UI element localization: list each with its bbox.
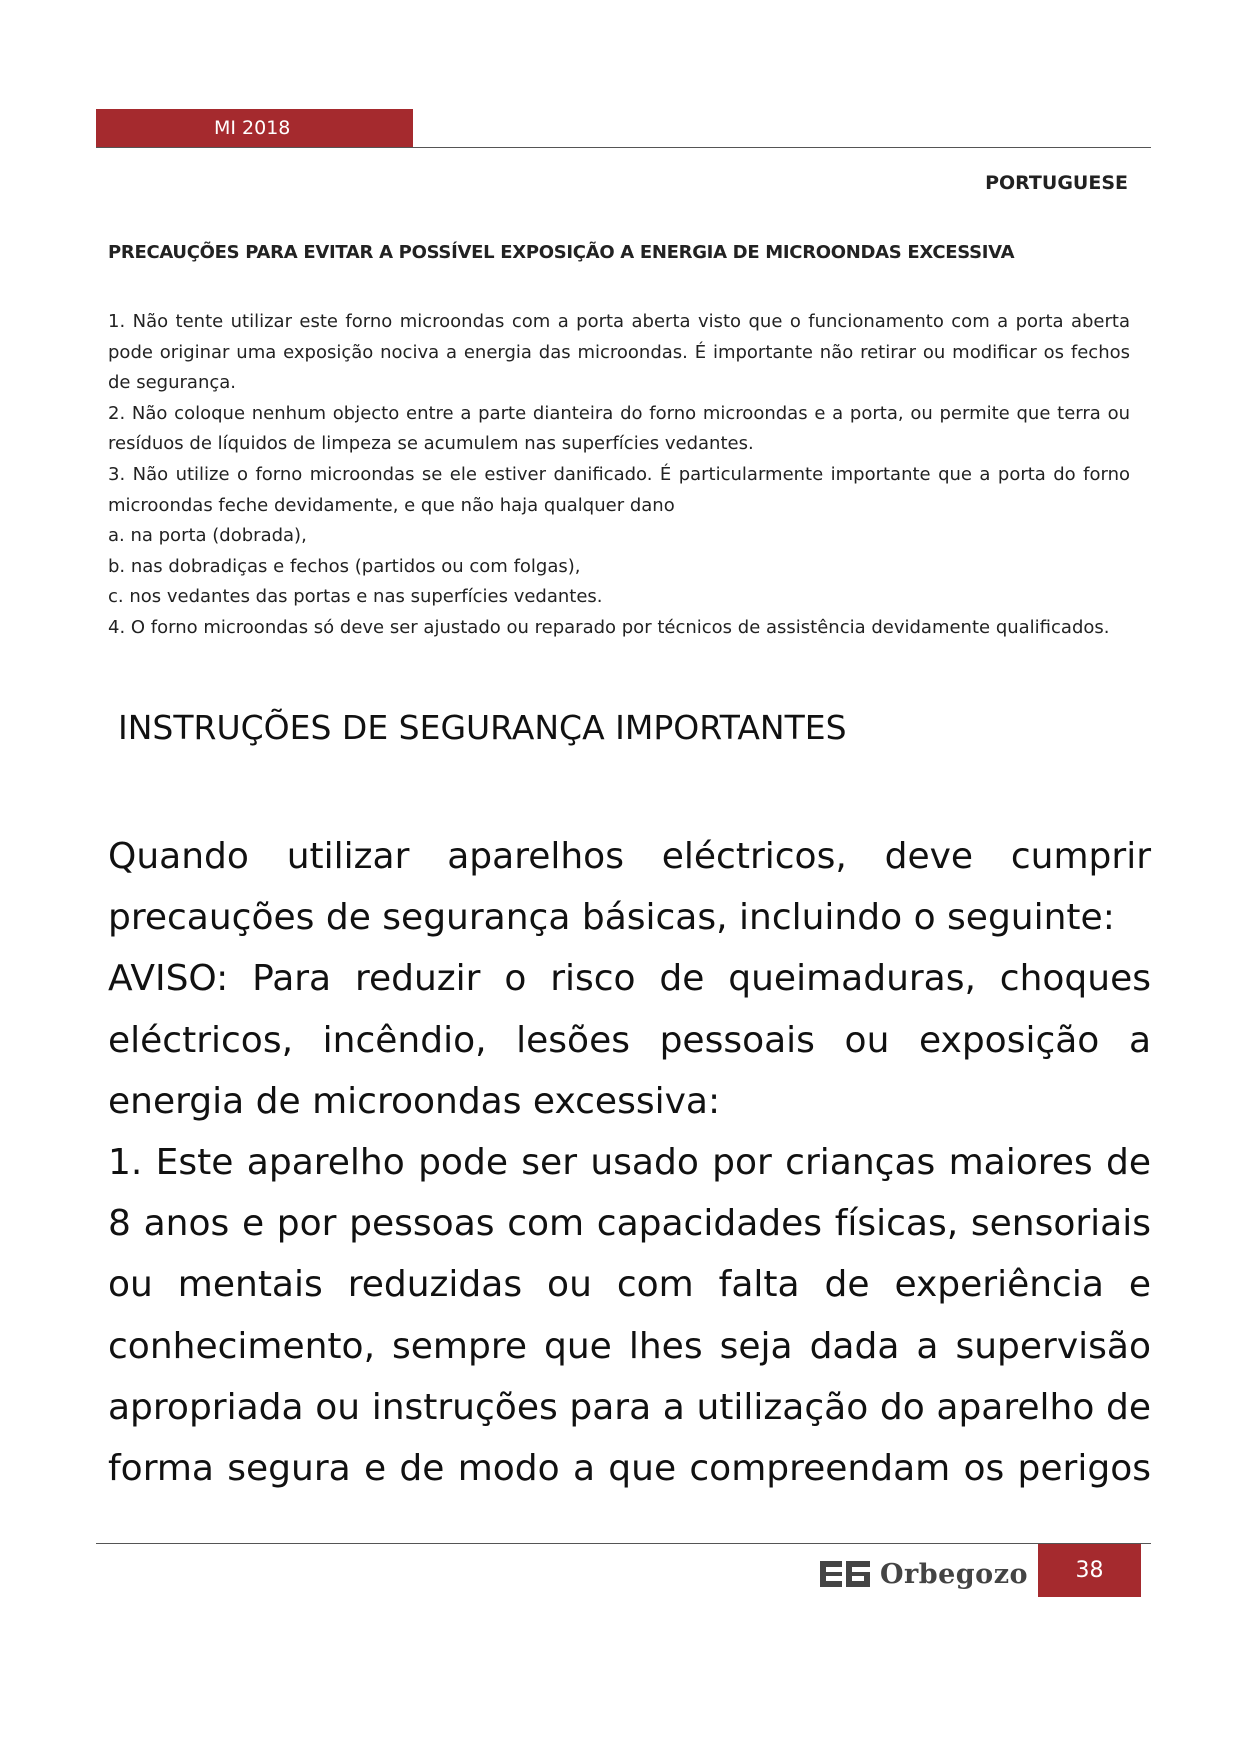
list-item: 4. O forno microondas só deve ser ajustado ou reparado por técnicos de assistência devidamente qualificados. — [108, 616, 1110, 638]
safety-warning: AVISO: Para reduzir o risco de queimaduras, choques eléctricos, incêndio, lesões pessoais ou exposição a energia de microondas excessiva: — [108, 958, 1151, 1122]
brand-logo — [820, 1553, 1028, 1595]
precautions-title: PRECAUÇÕES PARA EVITAR A POSSÍVEL EXPOSIÇÃO A ENERGIA DE MICROONDAS EXCESSIVA — [108, 242, 1015, 263]
safety-intro: Quando utilizar aparelhos eléctricos, deve cumprir precauções de segurança básicas, incluindo o seguinte: — [108, 836, 1151, 939]
page-number — [1038, 1544, 1141, 1597]
safety-item-1: 1. Este aparelho pode ser usado por crianças maiores de 8 anos e por pessoas com capacidades físicas, sensoriais ou mentais reduzidas ou com falta de experiência e conhecimento, sempre que lhes seja dada a supervisão apropriada ou instruções para a utilização do aparelho de forma segura e de modo a que compreendam os perigos — [108, 1142, 1151, 1490]
brand-name: Orbegozo — [880, 1558, 1029, 1590]
footer-divider — [96, 1543, 1151, 1544]
list-item: 3. Não utilize o forno microondas se ele estiver danificado. É particularmente importante que a porta do forno microondas feche devidamente, e que não haja qualquer dano — [108, 463, 1130, 516]
language-label: PORTUGUESE — [985, 172, 1128, 194]
list-item: a. na porta (dobrada), — [108, 525, 307, 547]
list-item: b. nas dobradiças e fechos (partidos ou com folgas), — [108, 555, 581, 577]
model-label: MI 2018 — [214, 117, 291, 139]
safety-heading: INSTRUÇÕES DE SEGURANÇA IMPORTANTES — [118, 708, 847, 747]
page-number-label: 38 — [1075, 1558, 1104, 1583]
header-divider — [96, 147, 1151, 148]
list-item: 1. Não tente utilizar este forno microondas com a porta aberta visto que o funcionamento com a porta aberta pode originar uma exposição nociva a energia das microondas. É importante não retirar ou modificar os fechos de segurança. — [108, 311, 1130, 394]
list-item: c. nos vedantes das portas e nas superfícies vedantes. — [108, 586, 603, 608]
safety-body — [108, 826, 1151, 1499]
brand-logo-icon — [820, 1561, 870, 1587]
header-model-tab — [96, 109, 413, 148]
list-item: 2. Não coloque nenhum objecto entre a parte dianteira do forno microondas e a porta, ou permite que terra ou resíduos de líquidos de limpeza se acumulem nas superfícies vedantes. — [108, 402, 1130, 455]
precautions-list — [108, 307, 1130, 644]
